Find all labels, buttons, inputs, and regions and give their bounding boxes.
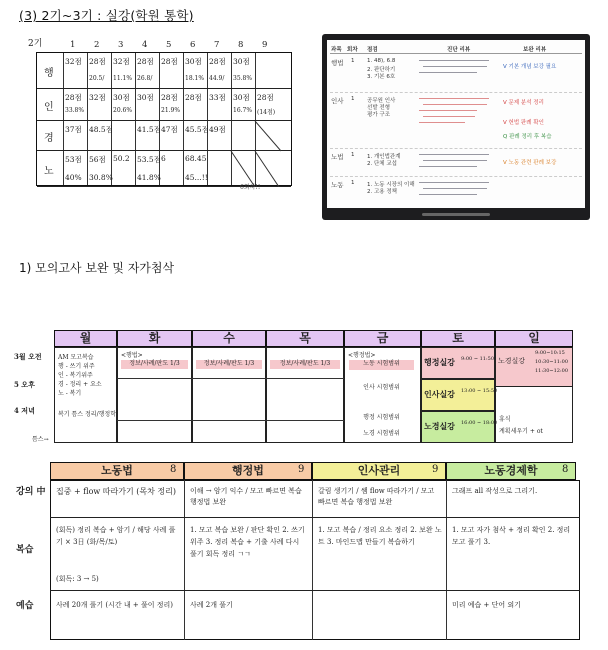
tablet-row-rule — [330, 176, 582, 177]
friday-tag: <행정법> — [348, 352, 376, 359]
plan-subject-header: 노동경제학 — [446, 462, 576, 480]
plan-lecture-cell: 이해 → 암기 익수 / 모고 빠르면 복습 행정법 보완 — [190, 487, 302, 506]
score-value: 30점 — [233, 57, 250, 66]
tablet-note: V 문제 분석 정리 — [503, 100, 544, 106]
scores-footnote: 6회차!! — [240, 184, 261, 191]
score-percent: 30.8% — [89, 173, 113, 182]
score-value: 33점 — [209, 93, 226, 102]
tablet-item: 1. 노동 시장의 이해 — [367, 182, 415, 188]
handwriting-line — [419, 98, 489, 99]
score-value: 49점 — [209, 125, 226, 134]
monday-item: 인 - 복기위주 — [58, 372, 93, 379]
saturday-class: 행정실강 — [424, 357, 455, 367]
plan-column-line — [184, 480, 185, 640]
tablet-subject: 행법 — [331, 59, 344, 67]
study-block: 정보/사례/판도 1/3 — [196, 360, 262, 369]
friday-block: 노동 시험범위 — [349, 360, 414, 370]
plan-header-num: 9 — [432, 464, 439, 475]
tablet-item: 평가 구조 — [367, 112, 391, 118]
tablet-row-rule — [330, 92, 582, 93]
side-note: 틈스→ — [32, 436, 49, 443]
saturday-time: 9:00 ~ 11:50 — [461, 356, 495, 362]
monday-item: 행 - 쓰기 위주 — [58, 363, 95, 370]
score-percent: 21.9% — [161, 107, 181, 114]
score-value: 28점 — [209, 57, 226, 66]
score-percent: 41.8% — [137, 173, 161, 182]
score-percent: 44.9/ — [209, 75, 225, 82]
plan-row-label: 복습 — [16, 545, 34, 555]
plan-row-line — [50, 590, 580, 591]
tablet-header: 회차 — [347, 47, 358, 53]
score-value: 53점 — [65, 155, 82, 164]
score-percent: 11.1% — [113, 75, 133, 82]
column-number: 6 — [190, 40, 196, 50]
row-subject: 노 — [44, 166, 54, 177]
score-value: 28점 — [65, 93, 82, 102]
column-number: 1 — [70, 40, 76, 50]
score-value: 28점 — [185, 93, 202, 102]
score-percent: 45...!! — [185, 173, 208, 182]
column-number: 5 — [166, 40, 172, 50]
score-value: 28점 — [161, 57, 178, 66]
column-number: 9 — [262, 40, 268, 50]
tablet-header: 진단 리뷰 — [447, 47, 471, 53]
plan-lecture-cell: 갈림 생기기 / 쌤 flow 따라가기 / 모고 빠르면 복습 행정법 보완 — [318, 487, 435, 506]
tablet-num: 1 — [351, 58, 355, 64]
day-header: 일 — [495, 330, 573, 347]
plan-body-border — [50, 480, 580, 640]
row-subject: 인 — [44, 102, 54, 113]
row-subject: 경 — [44, 133, 54, 144]
score-value: 28점 — [257, 93, 274, 102]
plan-footer-note: (회독: 3 → 5) — [56, 575, 99, 583]
handwriting-line — [423, 66, 487, 67]
score-value: 28점 — [137, 57, 154, 66]
column-number: 4 — [142, 40, 148, 50]
score-percent: 33.8% — [65, 107, 85, 114]
score-value: 30점 — [233, 93, 250, 102]
tablet-item: 1. 48), 6.8 — [367, 58, 396, 64]
tablet-item: 3. 기본 6호 — [367, 74, 396, 80]
plan-review-cell: 1. 모고 복습 보완 / 판단 확인 2. 쓰기 위주 3. 정리 복습 + 기출 사례 다시 풀기 회독 정리 ㄱㄱ — [190, 526, 305, 558]
handwriting-line — [419, 110, 477, 111]
tablet-item: 2. 단체 교섭 — [367, 161, 397, 167]
score-percent: 35.8% — [233, 75, 253, 82]
score-percent: 26.8/ — [137, 75, 153, 82]
score-value: 28점 — [89, 57, 106, 66]
plan-subject-header: 인사관리 — [312, 462, 446, 480]
cell-divider — [192, 378, 266, 379]
handwriting-line — [419, 182, 489, 183]
cell-divider — [117, 420, 192, 421]
plan-header-num: 8 — [562, 464, 569, 475]
study-plan-table — [14, 462, 580, 642]
tuesday-tag: <행법> — [121, 352, 143, 359]
tablet-subject: 인사 — [331, 97, 344, 105]
score-value: 48.5점 — [89, 125, 113, 134]
plan-preview-cell: 미리 예습 + 단어 외기 — [452, 601, 521, 609]
tablet-num: 1 — [351, 152, 355, 158]
friday-block: 노경 시험범위 — [363, 430, 400, 437]
strike-lines — [37, 53, 293, 187]
plan-row-label: 강의 中 — [16, 487, 46, 497]
column-number: 3 — [118, 40, 124, 50]
cell-divider — [266, 420, 344, 421]
sunday-class: 노경실강 — [498, 357, 526, 365]
score-value: 30점 — [137, 93, 154, 102]
tablet-item: 공무원 인사 — [367, 98, 396, 104]
score-value: 6 — [161, 154, 166, 163]
tablet-item: 2. 고용 정책 — [367, 189, 397, 195]
score-value: 30점 — [113, 93, 130, 102]
saturday-time: 16:00 ~ 18:00 — [461, 420, 498, 426]
monday-item: 복기 틈스 정리/행정학 — [58, 411, 117, 418]
study-block: 정보/사례/판도 1/3 — [121, 360, 188, 369]
handwriting-line — [423, 116, 475, 117]
time-label: 5 오후 — [14, 380, 35, 389]
section-title: (3) 2기~3기 : 실강(학원 통학) — [19, 8, 194, 23]
tablet-item: 선발 전형 — [367, 105, 391, 111]
plan-header-num: 9 — [298, 464, 305, 475]
row-subject: 행 — [44, 68, 54, 79]
handwriting-line — [423, 104, 487, 105]
tablet-header: 점검 — [367, 47, 378, 53]
plan-row-line — [50, 517, 580, 518]
score-value: 56점 — [89, 155, 106, 164]
cell-divider — [192, 420, 266, 421]
tablet-header-rule — [330, 53, 582, 54]
handwriting-line — [419, 60, 489, 61]
day-header: 화 — [117, 330, 192, 347]
tablet-note: V 기본 개념 보강 필요 — [503, 64, 557, 70]
tablet-note: V 노동 관련 판례 보강 — [503, 160, 557, 166]
day-header: 목 — [266, 330, 344, 347]
handwriting-line — [419, 166, 477, 167]
day-header: 수 — [192, 330, 266, 347]
monday-item: 노 - 복기 — [58, 390, 82, 397]
scores-table-label: 2기 — [28, 39, 43, 49]
time-label: 3월 오전 — [14, 352, 42, 361]
score-percent: 16.7% — [233, 107, 253, 114]
score-value: 32점 — [65, 57, 82, 66]
day-header: 토 — [421, 330, 495, 347]
score-value: 32점 — [89, 93, 106, 102]
tablet-row-rule — [330, 148, 582, 149]
tablet-num: 1 — [351, 96, 355, 102]
score-value: 32점 — [113, 57, 130, 66]
sunday-plan: 계획세우기 + ot — [499, 428, 543, 435]
handwriting-line — [423, 160, 487, 161]
sunday-time: 11:30~12:00 — [535, 368, 569, 374]
time-label: 4 저녁 — [14, 406, 35, 415]
strike-line — [255, 121, 281, 151]
day-header: 금 — [344, 330, 421, 347]
sunday-rest: 휴식 — [499, 416, 511, 423]
tablet-review-sheet — [322, 34, 590, 220]
tablet-num: 1 — [351, 180, 355, 186]
score-value: 47점 — [161, 125, 178, 134]
tablet-item: 2. 판단하기 — [367, 67, 396, 73]
saturday-class: 인사실강 — [424, 389, 455, 399]
column-number: 2 — [94, 40, 100, 50]
plan-review-cell: (회독) 정리 복습 + 암기 / 해당 사례 풀기 × 3日 (화/목/토) — [56, 526, 176, 546]
tablet-header: 과목 — [331, 47, 342, 53]
monday-item: 경 - 정리 + 요소 — [58, 381, 102, 388]
plan-row-label: 예습 — [16, 601, 34, 611]
home-indicator — [422, 213, 490, 216]
saturday-time: 13:00 ~ 15:50 — [461, 388, 498, 394]
score-percent: 40% — [65, 173, 82, 182]
score-value: 50.2 — [113, 154, 130, 163]
tablet-subject: 노동 — [331, 181, 344, 189]
sunday-time: 9:00~10:15 — [535, 350, 565, 356]
monday-item: AM 모고복습 — [58, 354, 94, 361]
tablet-subject: 노법 — [331, 153, 344, 161]
plan-review-cell: 1. 모고 복습 / 정리 요소 정리 2. 보완 노트 3. 마인드맵 만들기 복습하기 — [318, 526, 442, 546]
tablet-header: 보완 리뷰 — [523, 47, 547, 53]
weekly-timetable — [14, 330, 574, 446]
plan-preview-cell: 사례 2개 풀기 — [190, 601, 233, 609]
column-number: 7 — [214, 40, 220, 50]
tablet-item: 1. 개인법관계 — [367, 154, 401, 160]
plan-preview-cell: 사례 20개 풀기 (시간 내 + 풀이 정리) — [56, 601, 173, 609]
score-percent: 20.5/ — [89, 75, 105, 82]
section-subtitle: 1) 모의고사 보완 및 자가첨삭 — [19, 261, 175, 275]
scores-grid — [36, 52, 292, 186]
tablet-screen — [327, 40, 585, 208]
plan-review-cell: 1. 모고 자가 첨삭 + 정리 확인 2. 정리 모고 풀기 3. — [452, 526, 571, 546]
score-value: 45.5점 — [185, 125, 209, 134]
friday-block: 행정 시험범위 — [363, 414, 400, 421]
column-number: 8 — [238, 40, 244, 50]
plan-subject-header: 행정법 — [184, 462, 312, 480]
cell-divider — [266, 378, 344, 379]
score-value: 68.45 — [185, 154, 207, 163]
sunday-time: 10:30~11:00 — [535, 359, 569, 365]
scores-table-photo — [26, 34, 302, 189]
handwriting-line — [419, 122, 465, 123]
plan-lecture-cell: 집중 + flow 따라가기 (목차 정리) — [56, 487, 176, 496]
tablet-note: V 헌법 판례 확인 — [503, 120, 544, 126]
score-percent: 18.1% — [185, 75, 205, 82]
plan-column-line — [446, 480, 447, 640]
score-percent: 20.6% — [113, 107, 133, 114]
tablet-note: Q 판례 정리 후 복습 — [503, 134, 552, 140]
handwriting-line — [419, 154, 489, 155]
study-block: 정보/사례/판도 1/3 — [270, 360, 340, 369]
plan-lecture-cell: 그래프 all 작성으로 그리기. — [452, 487, 538, 495]
cell-divider — [117, 378, 192, 379]
handwriting-line — [419, 72, 477, 73]
day-header: 월 — [54, 330, 117, 347]
handwriting-line — [423, 188, 487, 189]
handwriting-line — [419, 194, 477, 195]
plan-column-line — [312, 480, 313, 640]
saturday-class: 노경실강 — [424, 421, 455, 431]
score-value: 53.5점 — [137, 155, 161, 164]
score-value: 30점 — [185, 57, 202, 66]
score-value: 37점 — [65, 125, 82, 134]
plan-header-num: 8 — [170, 464, 177, 475]
friday-block: 인사 시험범위 — [363, 384, 400, 391]
score-percent: (14점) — [257, 109, 276, 116]
score-value: 41.5점 — [137, 125, 161, 134]
plan-subject-header: 노동법 — [50, 462, 184, 480]
score-value: 28점 — [161, 93, 178, 102]
